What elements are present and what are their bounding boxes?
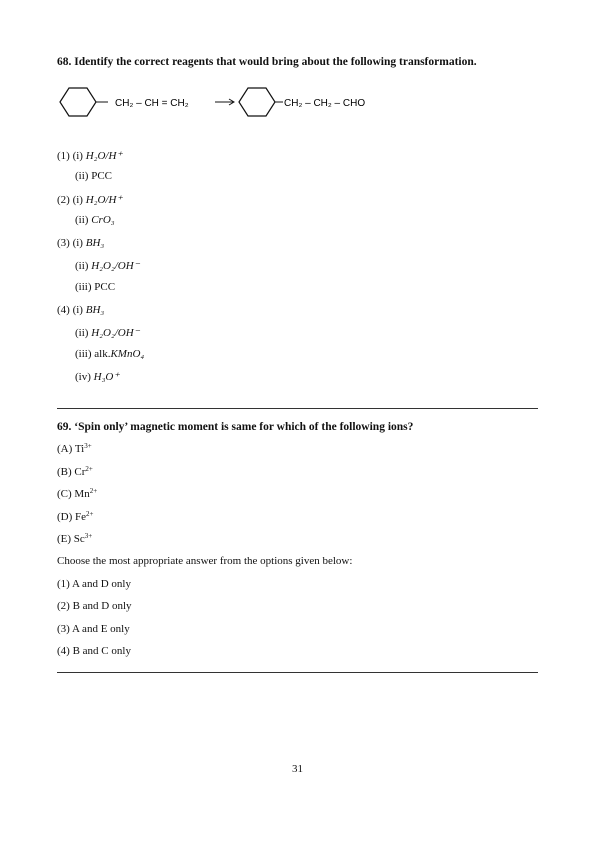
ion-b: (B) $Cr^{2+}$ bbox=[57, 465, 93, 478]
cyclohexane-ring-product bbox=[239, 88, 275, 116]
instruction-text: Choose the most appropriate answer from the options given below: bbox=[57, 555, 353, 567]
option-1: (1) (i) H₂O/H⁺ bbox=[57, 150, 123, 162]
page-number: 31 bbox=[292, 763, 303, 775]
answer-option-2: (2) B and D only bbox=[57, 600, 132, 612]
option-4-step-4: (iv) H₃O⁺ bbox=[75, 371, 120, 383]
cyclohexane-ring-reactant bbox=[60, 88, 96, 116]
option-3-step-3: (iii) PCC bbox=[75, 281, 116, 293]
ion-e: (E) $Sc^{3+}$ bbox=[57, 532, 93, 545]
reaction-scheme bbox=[58, 86, 478, 120]
ion-d: (D) $Fe^{2+}$ bbox=[57, 510, 94, 523]
option-2: (2) (i) H₂O/H⁺ bbox=[57, 194, 123, 206]
option-4-step-2: (ii) H₂O₂/OH⁻ bbox=[75, 327, 140, 339]
option-4: (4) (i) BH₃ bbox=[57, 304, 105, 316]
option-2-step-2: (ii) CrO₃ bbox=[75, 214, 115, 226]
divider bbox=[57, 672, 538, 673]
question-69-title: 69. ‘Spin only’ magnetic moment is same for which of the following ions? bbox=[57, 421, 414, 433]
question-68-title: 68. Identify the correct reagents that would bring about the following transformation. bbox=[57, 56, 477, 68]
reactant-chain: CH₂ – CH = CH₂ bbox=[115, 98, 189, 109]
ion-c: (C) $Mn^{2+}$ bbox=[57, 487, 98, 500]
answer-option-3: (3) A and E only bbox=[57, 623, 130, 635]
answer-option-1: (1) A and D only bbox=[57, 578, 131, 590]
product-chain: CH₂ – CH₂ – CHO bbox=[284, 98, 366, 109]
option-4-step-3: (iii) alk.KMnO₄ bbox=[75, 348, 145, 360]
option-3: (3) (i) BH₃ bbox=[57, 237, 105, 249]
divider bbox=[57, 408, 538, 409]
option-1-step-2: (ii) PCC bbox=[75, 170, 112, 182]
ion-a: (A) $Ti^{3+}$ bbox=[57, 442, 92, 455]
option-3-step-2: (ii) H₂O₂/OH⁻ bbox=[75, 260, 140, 272]
answer-option-4: (4) B and C only bbox=[57, 645, 131, 657]
